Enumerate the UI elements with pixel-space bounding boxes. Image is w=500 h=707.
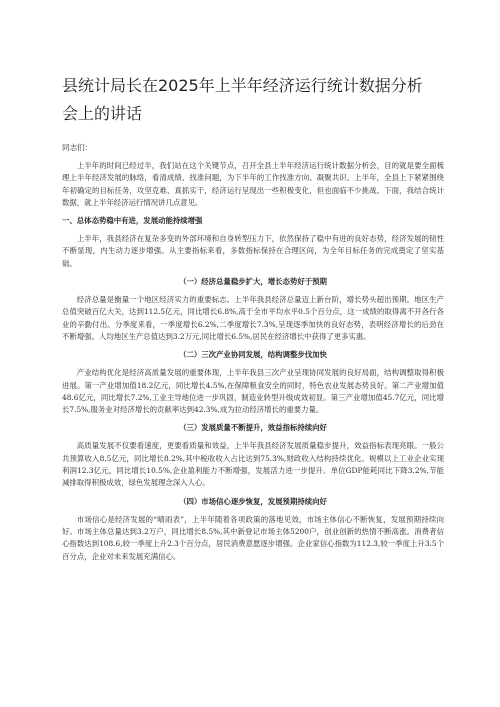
subsection-2-paragraph: 产业结构优化是经济高质量发展的重要体现，上半年我县三次产业呈现协同发展的良好局面，结构调整取得积极进展。第一产业增加值18.2亿元，同比增长4.5%,在保障粮食安全的同时，特色农业发展态势良好。第二产业增加值48.6亿元，同比增长7.2%,工业主导地位进一步巩固，制造业转型升级成效初显。第三产业增加值45.7亿元，同比增长7.5%,服务业对经济增长的贡献率达到42.3%,成为拉动经济增长的重要力量。 [62, 368, 444, 415]
section-1-paragraph: 上半年，我县经济在复杂多变的外部环境和自身转型压力下，依然保持了稳中有进的良好态势，经济发展的韧性不断显现，内生动力逐步增强。从主要指标来看，多数指标保持在合理区间，为全年目标任务的完成奠定了坚实基础。 [62, 234, 444, 268]
title-line-1: 县统计局长在2025年上半年经济运行统计数据分析 [62, 76, 423, 95]
subsection-4-heading: （四）市场信心逐步恢复，发展预期持续向好 [179, 496, 327, 506]
document-title [62, 72, 444, 128]
subsection-3-paragraph: 高质量发展不仅要看速度，更要看质量和效益，上半年我县经济发展质量稳步提升，效益指标表现亮眼。一般公共预算收入8.5亿元，同比增长8.2%,其中税收收入占比达到75.3%,财政收入结构持续优化。规模以上工业企业实现利润12.3亿元，同比增长10.5%,企业盈利能力不断增强，发展活力进一步提升。单位GDP能耗同比下降3.2%,节能减排取得积极成效，绿色发展理念深入人心。 [62, 441, 444, 488]
subsection-2-heading: （二）三次产业协同发展，结构调整步伐加快 [179, 350, 327, 360]
subsection-3-heading: （三）发展质量不断提升，效益指标持续向好 [179, 423, 327, 433]
title-line-2: 会上的讲话 [62, 104, 143, 123]
intro-paragraph: 上半年的时间已经过半，我们站在这个关键节点，召开全县上半年经济运行统计数据分析会，目的就是要全面梳理上半年经济发展的脉络，看清成绩、找准问题，为下半年的工作找准方向、凝聚共识。上半年，全县上下紧紧围绕年初确定的目标任务，攻坚克难、真抓实干，经济运行呈现出一些积极变化，但也面临不少挑战。下面，我结合统计数据，就上半年经济运行情况讲几点意见。 [62, 161, 444, 207]
salutation: 同志们： [62, 143, 93, 152]
subsection-4-paragraph: 市场信心是经济发展的“晴雨表”，上半年随着各项政策的落地见效，市场主体信心不断恢复，发展预期持续向好。市场主体总量达到3.2万户，同比增长8.5%,其中新登记市场主体5200户，创业创新的热情不断高涨。消费者信心指数达到108.6,较一季度上升2.3个百分点，居民消费意愿逐步增强。企业家信心指数为112.3,较一季度上升3.5个百分点，企业对未来发展充满信心。 [62, 514, 444, 561]
subsection-1-heading: （一）经济总量稳步扩大，增长态势好于预期 [179, 277, 327, 287]
subsection-1-paragraph: 经济总量是衡量一个地区经济实力的重要标志。上半年我县经济总量迈上新台阶，增长势头超出预期。地区生产总值突破百亿大关，达到112.5亿元，同比增长6.8%,高于全市平均水平0.5个百分点，这一成绩的取得离不开各行各业的辛勤付出。分季度来看，一季度增长6.2%,二季度增长7.3%,呈现逐季加快的良好态势，表明经济增长的后劲在不断增强。人均地区生产总值达到3.2万元,同比增长6.5%,居民在经济增长中获得了更多实惠。 [62, 295, 444, 341]
section-1-heading: 一、总体态势稳中有进，发展动能持续增强 [62, 216, 203, 226]
